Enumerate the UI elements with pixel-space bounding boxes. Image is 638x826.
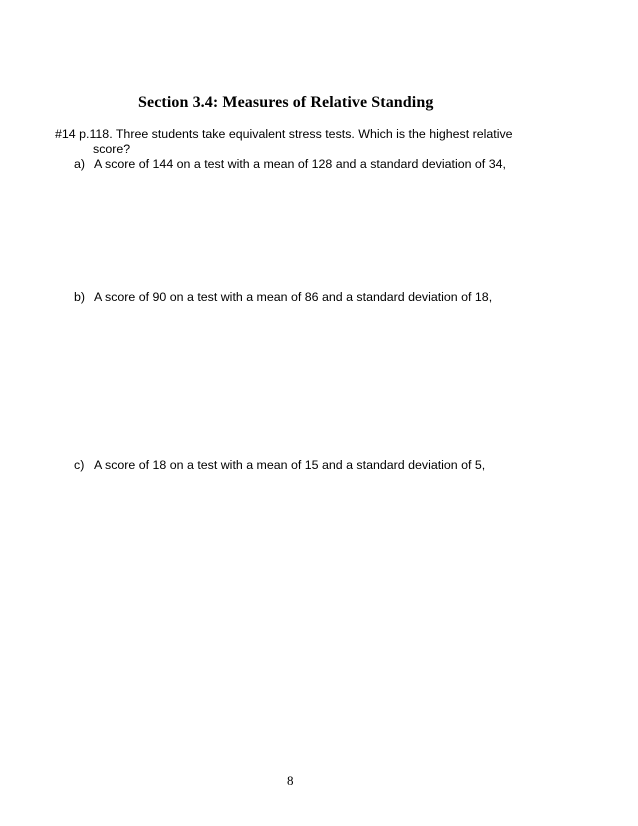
part-c-text: A score of 18 on a test with a mean of 15 and a standard deviation of 5, <box>94 458 486 472</box>
part-c-letter: c) <box>74 458 85 472</box>
problem-statement <box>55 127 545 157</box>
problem-statement-line1: #14 p.118. Three students take equivalent stress tests. Which is the highest relative <box>55 127 513 141</box>
part-a-text: A score of 144 on a test with a mean of 128 and a standard deviation of 34, <box>94 157 506 171</box>
page-number: 8 <box>287 773 294 788</box>
part-c <box>74 458 485 473</box>
part-b-text: A score of 90 on a test with a mean of 86 and a standard deviation of 18, <box>94 290 493 304</box>
part-a <box>74 157 506 172</box>
part-b <box>74 290 492 305</box>
problem-statement-line2: score? <box>93 142 131 156</box>
part-a-letter: a) <box>74 157 86 171</box>
part-b-letter: b) <box>74 290 86 304</box>
section-title: Section 3.4: Measures of Relative Standing <box>138 94 434 111</box>
